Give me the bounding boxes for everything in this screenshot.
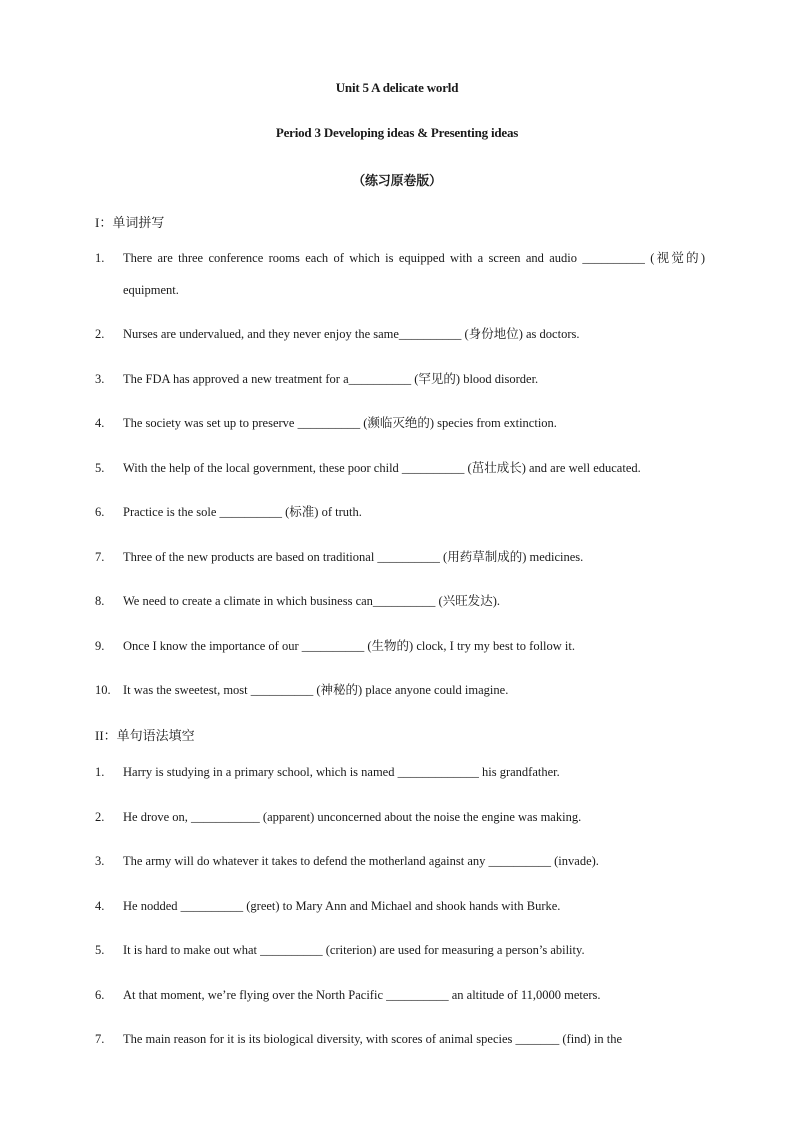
item-number: 1.	[95, 251, 105, 265]
item-text: Practice is the sole __________ (标准) of truth.	[123, 505, 362, 519]
item-text: It was the sweetest, most __________ (神秘的) place anyone could imagine.	[123, 683, 509, 697]
item-number: 7.	[95, 1032, 105, 1046]
item-number: 2.	[95, 810, 105, 824]
item-number: 4.	[95, 899, 105, 913]
exercise-item	[95, 934, 705, 966]
item-text: He nodded __________ (greet) to Mary Ann and Michael and shook hands with Burke.	[123, 899, 561, 913]
exercise-item	[95, 1023, 705, 1055]
item-number: 10.	[95, 683, 111, 697]
item-number: 1.	[95, 765, 105, 779]
item-number: 3.	[95, 854, 105, 868]
item-text: We need to create a climate in which business can__________ (兴旺发达).	[123, 594, 501, 608]
item-number: 9.	[95, 639, 105, 653]
item-number: 5.	[95, 943, 105, 957]
section-1-title: I：单词拼写	[95, 215, 165, 230]
item-text: Three of the new products are based on traditional __________ (用药草制成的) medicines.	[123, 550, 584, 564]
item-text: He drove on, ___________ (apparent) unconcerned about the noise the engine was making.	[123, 810, 582, 824]
item-text: At that moment, we’re flying over the North Pacific __________ an altitude of 11,0000 meters.	[123, 988, 601, 1002]
item-text: Harry is studying in a primary school, which is named _____________ his grandfather.	[123, 765, 560, 779]
exercise-item	[95, 890, 705, 922]
version-label: （练习原卷版）	[352, 173, 442, 188]
exercise-item	[95, 630, 705, 662]
item-text: The army will do whatever it takes to defend the motherland against any __________ (invade).	[123, 854, 599, 868]
exercise-item	[95, 801, 705, 833]
item-text: The FDA has approved a new treatment for a__________ (罕见的) blood disorder.	[123, 372, 539, 386]
item-text: It is hard to make out what __________ (criterion) are used for measuring a person’s ability.	[123, 943, 585, 957]
exercise-item	[95, 674, 705, 706]
item-number: 3.	[95, 372, 105, 386]
period-title: Period 3 Developing ideas & Presenting ideas	[275, 125, 519, 140]
exercise-item	[95, 845, 705, 877]
item-number: 2.	[95, 327, 105, 341]
item-text: With the help of the local government, these poor child __________ (茁壮成长) and are well educated.	[123, 461, 641, 475]
item-text: There are three conference rooms each of which is equipped with a screen and audio __________ (视觉的) equipment.	[123, 251, 705, 297]
exercise-item	[95, 363, 705, 395]
item-number: 4.	[95, 416, 105, 430]
exercise-item	[95, 407, 705, 439]
item-text: The society was set up to preserve __________ (濒临灭绝的) species from extinction.	[123, 416, 557, 430]
exercise-item	[95, 756, 705, 788]
item-number: 7.	[95, 550, 105, 564]
item-number: 8.	[95, 594, 105, 608]
exercise-item	[95, 496, 705, 528]
exercise-item	[95, 318, 705, 350]
exercise-item	[95, 452, 705, 484]
exercise-item	[95, 979, 705, 1011]
exercise-item	[95, 585, 705, 617]
exercise-item	[95, 541, 705, 573]
item-text: Nurses are undervalued, and they never enjoy the same__________ (身份地位) as doctors.	[123, 327, 580, 341]
item-number: 6.	[95, 505, 105, 519]
item-text: The main reason for it is its biological diversity, with scores of animal species _______ (find) in the	[123, 1032, 623, 1046]
unit-title: Unit 5 A delicate world	[335, 80, 459, 95]
item-number: 5.	[95, 461, 105, 475]
section-2-title: II：单句语法填空	[95, 728, 195, 743]
item-number: 6.	[95, 988, 105, 1002]
exercise-item	[95, 242, 705, 306]
item-text: Once I know the importance of our __________ (生物的) clock, I try my best to follow it.	[123, 639, 575, 653]
